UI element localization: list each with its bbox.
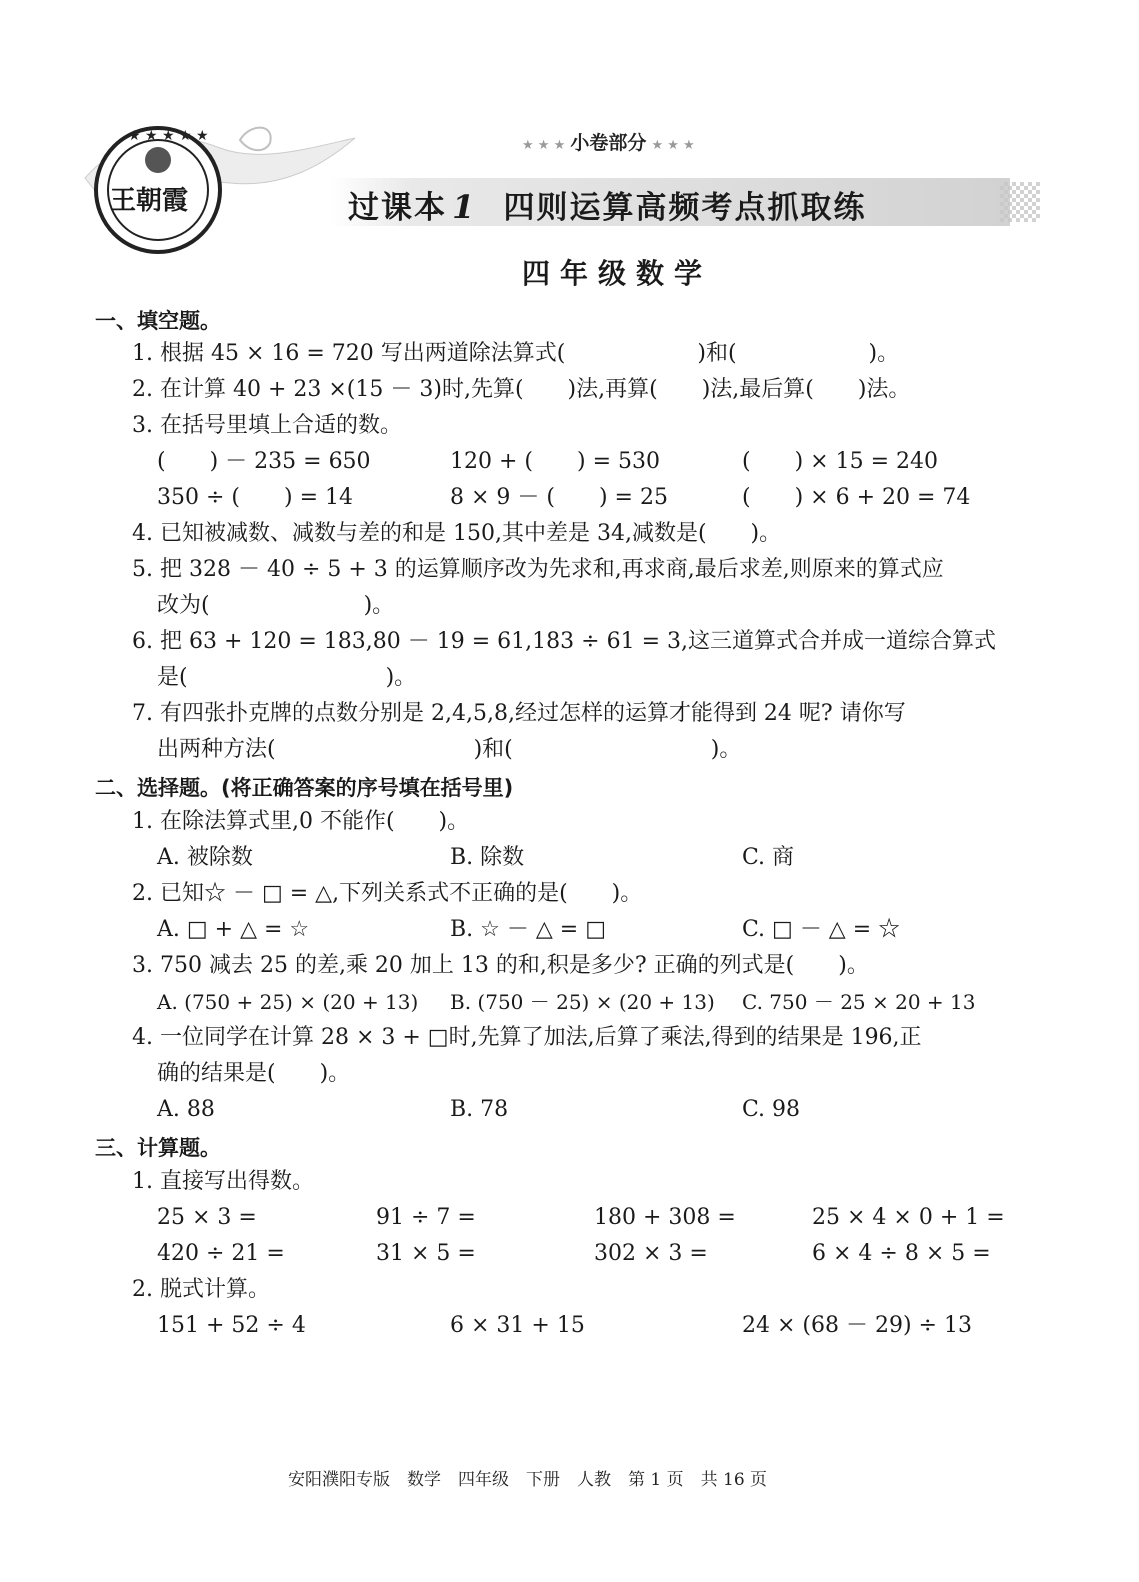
question-3-2: 2. 脱式计算。 [132,1277,270,1302]
section-heading-fill-in: 一、填空题。 [95,309,221,333]
calc-item: 25 × 4 × 0 + 1 = [812,1205,1005,1230]
section-heading-multiple-choice: 二、选择题。(将正确答案的序号填在括号里) [95,776,514,800]
publisher-logo [80,118,370,268]
page-title: 过课本 1 四则运算高频考点抓取练 [348,188,867,226]
question-2-1: 1. 在除法算式里,0 不能作( )。 [132,809,470,834]
question-1-1: 1. 根据 45 × 16 = 720 写出两道除法算式( )和( )。 [132,341,900,366]
equation-item: ( ) × 15 = 240 [742,449,938,474]
question-1-6-cont: 是( )。 [157,665,417,690]
choice-option: B. (750 － 25) × (20 + 13) [450,990,715,1014]
choice-option: C. □ － △ = ☆ [742,917,901,942]
calc-item: 6 × 4 ÷ 8 × 5 = [812,1241,991,1266]
calc-item: 180 + 308 = [594,1205,736,1230]
choice-option: B. ☆ － △ = □ [450,917,606,942]
question-1-2: 2. 在计算 40 + 23 ×(15 － 3)时,先算( )法,再算( )法,最后算( )法。 [132,377,911,402]
question-2-4: 4. 一位同学在计算 28 × 3 + □时,先算了加法,后算了乘法,得到的结果是 196,正 [132,1025,922,1050]
choice-option: A. □ + △ = ☆ [157,917,310,942]
question-1-6: 6. 把 63 + 120 = 183,80 － 19 = 61,183 ÷ 61 = 3,这三道算式合并成一道综合算式 [132,629,996,654]
question-2-4-cont: 确的结果是( )。 [157,1061,351,1086]
calc-item: 25 × 3 = [157,1205,257,1230]
question-1-5: 5. 把 328 － 40 ÷ 5 + 3 的运算顺序改为先求和,再求商,最后求差,则原来的算式应 [132,557,944,582]
question-2-3: 3. 750 减去 25 的差,乘 20 加上 13 的和,积是多少? 正确的列式是( )。 [132,953,869,978]
question-1-4: 4. 已知被减数、减数与差的和是 150,其中差是 34,减数是( )。 [132,521,782,546]
calc-item: 31 × 5 = [376,1241,476,1266]
calc-item: 6 × 31 + 15 [450,1313,585,1338]
question-1-3: 3. 在括号里填上合适的数。 [132,413,402,438]
equation-item: 350 ÷ ( ) = 14 [157,485,353,510]
calc-item: 24 × (68 － 29) ÷ 13 [742,1313,972,1338]
svg-text:★ ★ ★ ★ ★: ★ ★ ★ ★ ★ [128,128,209,144]
choice-option: A. (750 + 25) × (20 + 13) [157,990,419,1014]
section-label: ★ ★ ★ 小卷部分 ★ ★ ★ [522,132,695,154]
equation-item: 120 + ( ) = 530 [450,449,660,474]
choice-option: B. 78 [450,1097,509,1122]
section-heading-calculation: 三、计算题。 [95,1136,221,1160]
page-subtitle: 四年级数学 [522,257,713,290]
question-1-7: 7. 有四张扑克牌的点数分别是 2,4,5,8,经过怎样的运算才能得到 24 呢? 请你写 [132,701,906,726]
choice-option: C. 750 － 25 × 20 + 13 [742,990,976,1014]
star-icon: ★ ★ ★ [651,138,695,153]
checker-decoration [1000,182,1040,222]
question-1-5-cont: 改为( )。 [157,593,395,618]
calc-item: 302 × 3 = [594,1241,708,1266]
question-2-2: 2. 已知☆ － □ = △,下列关系式不正确的是( )。 [132,881,643,906]
calc-item: 420 ÷ 21 = [157,1241,285,1266]
logo-text: 王朝霞 [110,186,189,216]
choice-option: A. 88 [157,1097,215,1122]
equation-item: ( ) － 235 = 650 [157,449,371,474]
choice-option: B. 除数 [450,845,525,870]
question-1-7-cont: 出两种方法( )和( )。 [157,737,742,762]
calc-item: 91 ÷ 7 = [376,1205,476,1230]
choice-option: C. 商 [742,845,795,870]
star-icon: ★ ★ ★ [522,138,566,153]
equation-item: 8 × 9 － ( ) = 25 [450,485,668,510]
calc-item: 151 + 52 ÷ 4 [157,1313,306,1338]
page-footer: 安阳濮阳专版 数学 四年级 下册 人教 第 1 页 共 16 页 [288,1470,768,1490]
choice-option: C. 98 [742,1097,801,1122]
equation-item: ( ) × 6 + 20 = 74 [742,485,971,510]
choice-option: A. 被除数 [157,845,253,870]
question-3-1: 1. 直接写出得数。 [132,1169,314,1194]
